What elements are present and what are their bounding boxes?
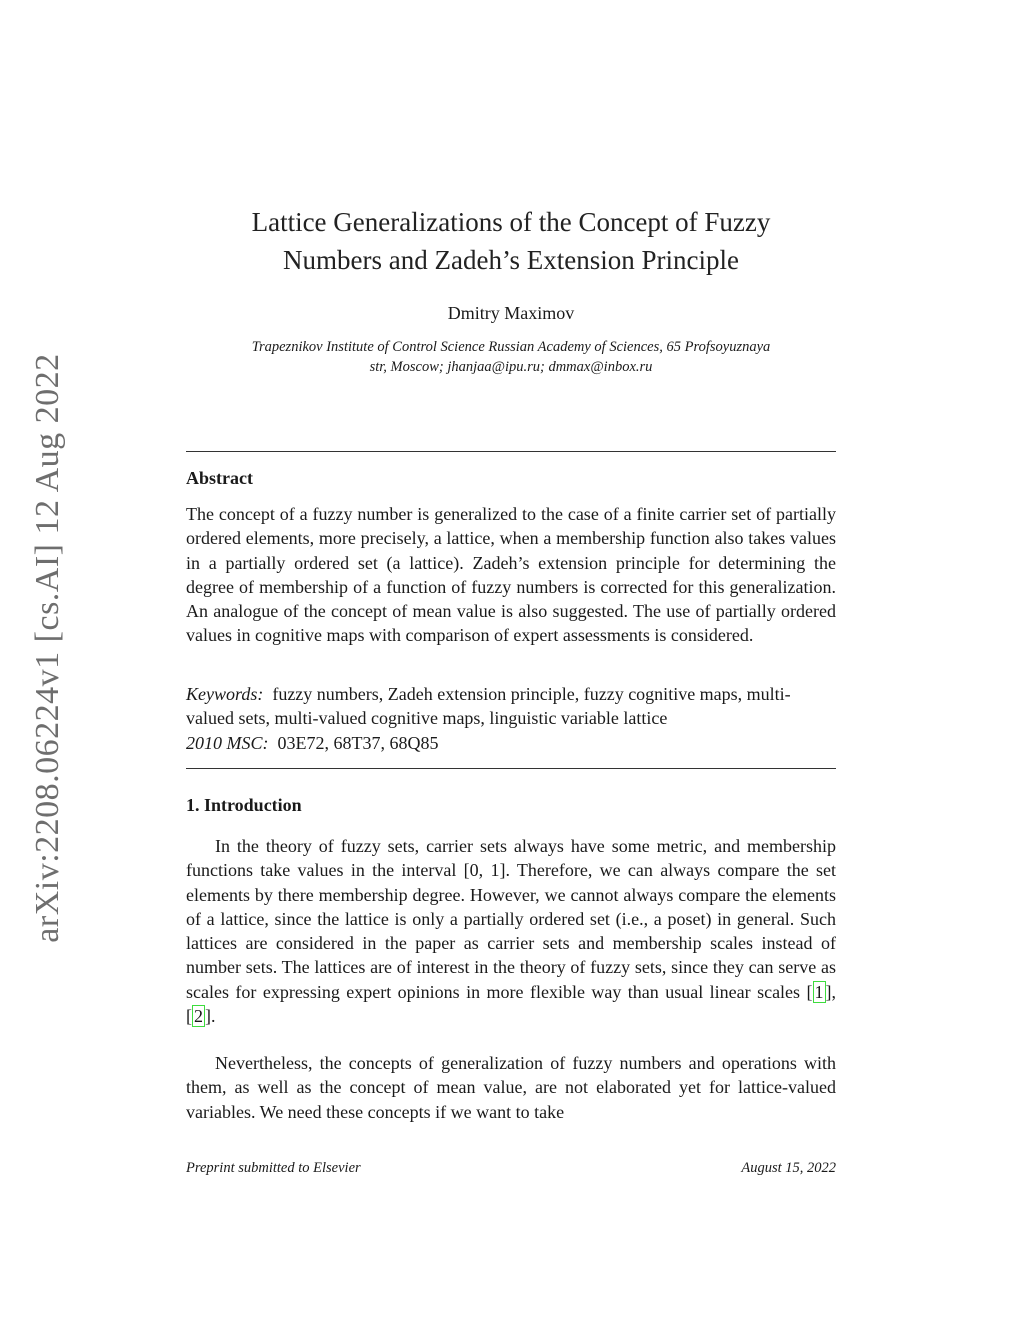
author-affiliation [180, 337, 842, 377]
keywords-text: fuzzy numbers, Zadeh extension principle, fuzzy cognitive maps, multi-valued sets, multi-valued cognitive maps, linguistic variable lattice [186, 684, 791, 729]
intro-paragraph-1: In the theory of fuzzy sets, carrier sets always have some metric, and membership functions take values in the interval [0, 1]. Therefore, we can always compare the set elements by there membership degree. However, we cannot always compare the elements of a lattice, since the lattice is only a partially ordered set (i.e., a poset) in general. Such lattices are considered in the paper as carrier sets and membership scales instead of number sets. The lattices are of interest in the theory of fuzzy sets, since they can serve as scales for expressing expert opinions in more flexible way than usual linear scales [ 1 ], [ 2 ]. [186, 836, 836, 1027]
intro-paragraph-1-text: In the theory of fuzzy sets, carrier sets always have some metric, and membership functions take values in the interval [0, 1]. Therefore, we can always compare the set elements by there membership degree. However, we cannot always compare the elements of a lattice, since the lattice is only a partially ordered set (i.e., a poset) in general. Such lattices are considered in the paper as carrier sets and membership scales instead of number sets. The lattices are of interest in the theory of fuzzy sets, since they can serve as scales for expressing expert opinions in more flexible way than usual linear scales [186, 836, 836, 1002]
abstract-heading: Abstract [186, 468, 253, 488]
footer-preprint-note: Preprint submitted to Elsevier [186, 1160, 361, 1176]
msc-label: 2010 MSC: [186, 732, 269, 753]
title-line-2: Numbers and Zadeh’s Extension Principle [283, 245, 739, 275]
affiliation-line-1: Trapeznikov Institute of Control Science Russian Academy of Sciences, 65 Profsoyuznaya [251, 339, 771, 355]
paper-title [186, 203, 836, 279]
msc-codes: 03E72, 68T37, 68Q85 [277, 732, 439, 753]
introduction-heading: 1. Introduction [186, 795, 302, 815]
citation-link-2[interactable]: 2 [194, 1006, 203, 1027]
arxiv-identifier-stamp: arXiv:2208.06224v1 [cs.AI] 12 Aug 2022 [29, 353, 66, 943]
abstract-bottom-rule [186, 768, 836, 769]
abstract-top-rule [186, 451, 836, 452]
affiliation-line-2: str, Moscow; jhanjaa@ipu.ru; dmmax@inbox.ru [369, 359, 653, 375]
intro-paragraph-2: Nevertheless, the concepts of generalization of fuzzy numbers and operations with them, as well as the concept of mean value, are not elaborated yet for lattice-valued variables. We need these concepts if we want to take [186, 1053, 836, 1122]
keywords-label: Keywords: [186, 684, 264, 704]
citation-link-1[interactable]: 1 [814, 981, 824, 1002]
footer-date: August 15, 2022 [741, 1160, 836, 1176]
author-name: Dmitry Maximov [447, 303, 575, 323]
title-line-1: Lattice Generalizations of the Concept of Fuzzy [251, 207, 771, 237]
abstract-text: The concept of a fuzzy number is generalized to the case of a finite carrier set of partially ordered elements, more precisely, a lattice, when a membership function also takes values in a partially ordered set (a lattice). Zadeh’s extension principle for determining the degree of membership of a function of fuzzy numbers is corrected for this generalization. An analogue of the concept of mean value is also suggested. The use of partially ordered values in cognitive maps with comparison of expert assessments is considered. [186, 504, 836, 646]
keywords-block [186, 682, 836, 755]
